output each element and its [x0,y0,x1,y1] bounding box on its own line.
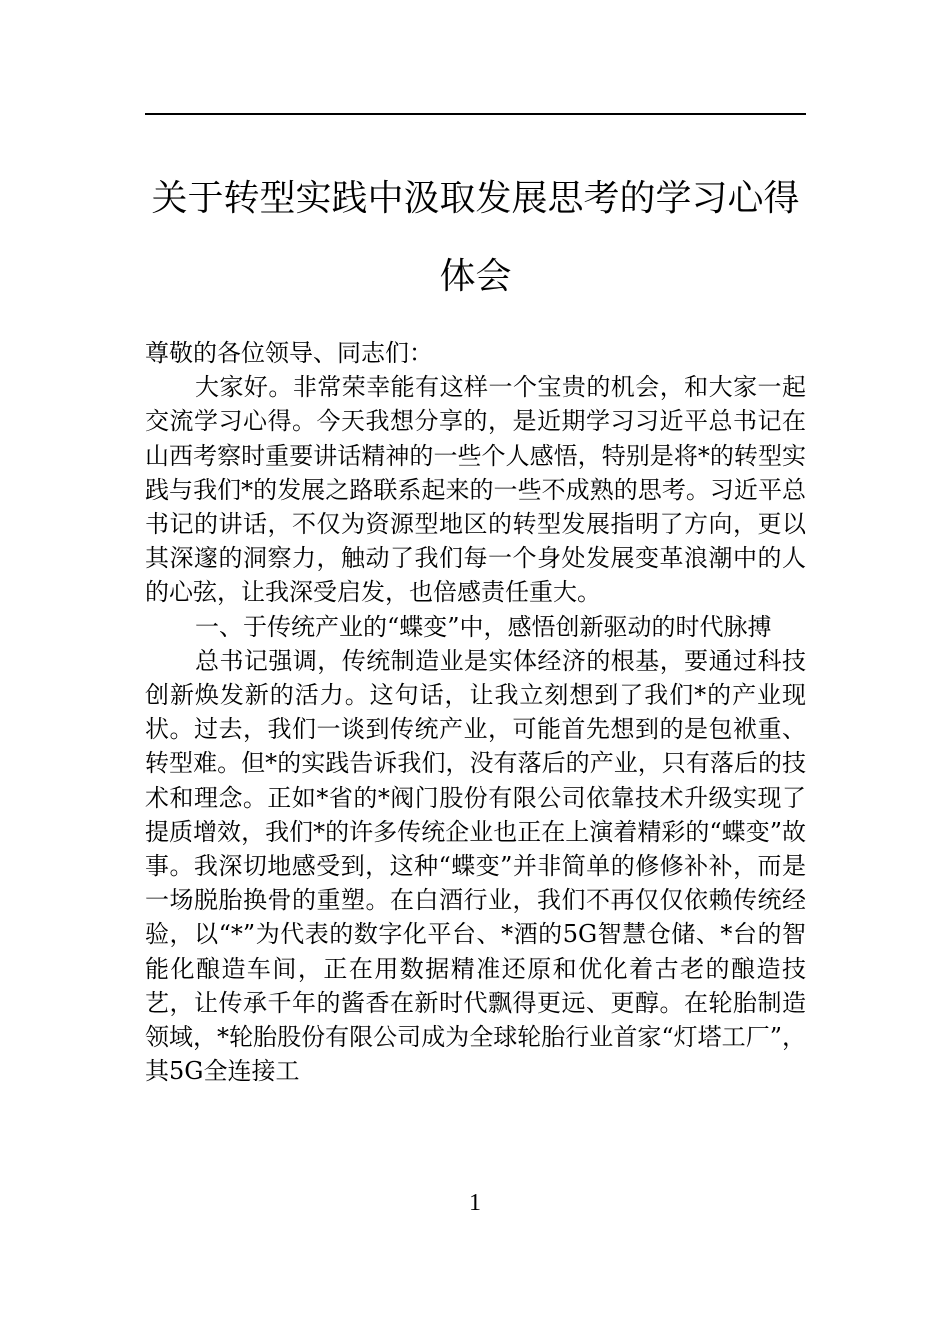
page-number: 1 [469,1190,481,1216]
header-rule [145,113,806,115]
document-title [145,160,806,316]
paragraph-intro: 大家好。非常荣幸能有这样一个宝贵的机会，和大家一起交流学习心得。今天我想分享的，是近期学习习近平总书记在山西考察时重要讲话精神的一些个人感悟，特别是将*的转型实践与我们*的发展之路联系起来的一些不成熟的思考。习近平总书记的讲话，不仅为资源型地区的转型发展指明了方向，更以其深邃的洞察力，触动了我们每一个身处发展变革浪潮中的人的心弦，让我深受启发，也倍感责任重大。 [145,373,806,607]
document-body [145,336,806,1088]
title-line-1: 关于转型实践中汲取发展思考的学习心得 [151,178,800,219]
title-line-2: 体会 [439,256,512,297]
section-heading-1: 一、于传统产业的“蝶变”中，感悟创新驱动的时代脉搏 [195,612,772,641]
salutation: 尊敬的各位领导、同志们： [145,339,433,367]
paragraph-section-1: 总书记强调，传统制造业是实体经济的根基，要通过科技创新焕发新的活力。这句话，让我立刻想到了我们*的产业现状。过去，我们一谈到传统产业，可能首先想到的是包袱重、转型难。但*的实践告诉我们，没有落后的产业，只有落后的技术和理念。正如*省的*阀门股份有限公司依靠技术升级实现了提质增效，我们*的许多传统企业也正在上演着精彩的“蝶变”故事。我深切地感受到，这种“蝶变”并非简单的修修补补，而是一场脱胎换骨的重塑。在白酒行业，我们不再仅仅依赖传统经验，以“*”为代表的数字化平台、*酒的5G智慧仓储、*台的智能化酿造车间，正在用数据精准还原和优化着古老的酿造技艺，让传承千年的酱香在新时代飘得更远、更醇。在轮胎制造领域，*轮胎股份有限公司成为全球轮胎行业首家“灯塔工厂”，其5G全连接工 [145,646,806,1086]
